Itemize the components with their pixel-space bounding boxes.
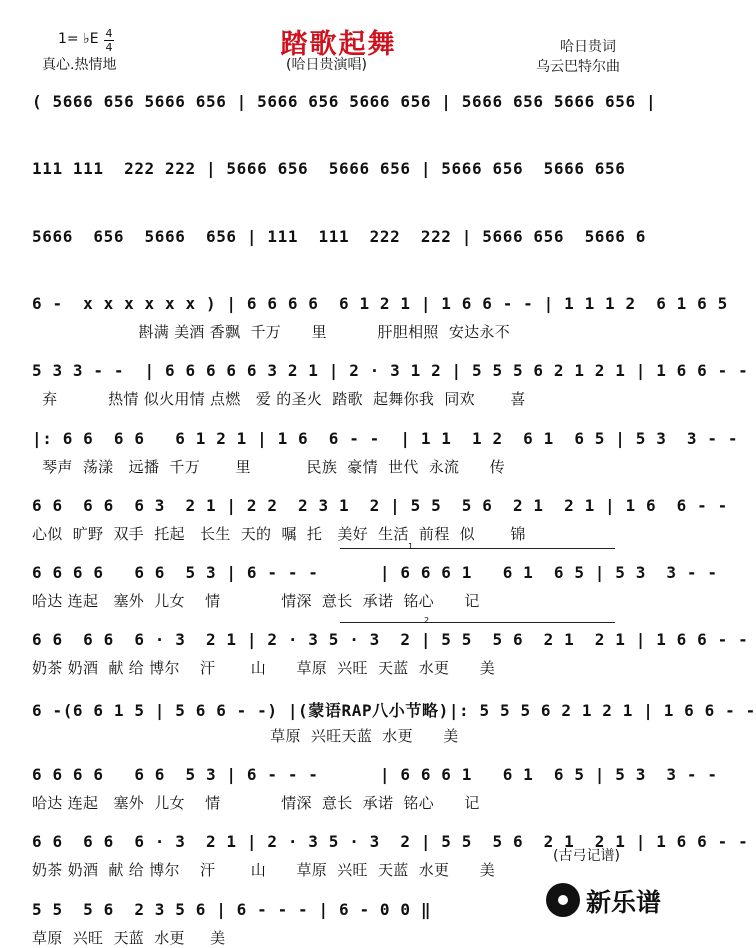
music-disc-icon xyxy=(546,883,580,917)
volta-label-1: 1 xyxy=(408,542,414,551)
notation-line: 6 6 6 6 6 6 5 3 | 6 - - - | 6 6 6 1 6 1 6 5 | 5 3 3 - - xyxy=(32,765,718,784)
lyrics-line: 草原 兴旺 天蓝 水更 美 xyxy=(32,928,226,947)
lyrics-line: 奶茶 奶酒 献 给 博尔 汗 山 草原 兴旺 天蓝 水更 美 xyxy=(32,861,496,880)
time-signature-bottom: 4 xyxy=(105,41,113,54)
lyrics-line: 奶茶 奶酒 献 给 博尔 汗 山 草原 兴旺 天蓝 水更 美 xyxy=(32,659,496,678)
notation-line: 6 -(6 6 1 5 | 5 6 6 - -) |(蒙语RAP八小节略)|: 5 5 5 6 2 1 2 1 | 1 6 6 - - xyxy=(32,700,756,720)
lyrics-line: 心似 旷野 双手 托起 长生 天的 嘱 托 美好 生活 前程 似 锦 xyxy=(32,524,526,543)
notation-line: 5666 656 5666 656 | 111 111 222 222 | 5666 656 5666 6 xyxy=(32,226,646,246)
lyrics-line: 斟满 美酒 香飘 千万 里 肝胆相照 安达永不 xyxy=(32,322,511,341)
lyrics-line: 哈达 连起 塞外 儿女 情 情深 意长 承诺 铭心 记 xyxy=(32,592,480,611)
notation-line: 5 5 5 6 2 3 5 6 | 6 - - - | 6 - 0 0 ‖ xyxy=(32,899,432,919)
lyrics-line: 草原 兴旺天蓝 水更 美 xyxy=(32,726,459,745)
lyricist-credit: 哈日贵词 xyxy=(560,39,616,55)
volta-bracket-2 xyxy=(340,622,615,623)
composer-credit: 乌云巴特尔曲 xyxy=(536,59,620,75)
logo-text: 新乐谱 xyxy=(586,888,662,917)
song-title: 踏歌起舞 xyxy=(280,29,397,60)
notation-line: 6 - x x x x x x ) | 6 6 6 6 6 1 2 1 | 1 6 6 - - | 1 1 1 2 6 1 6 5 xyxy=(32,293,728,313)
notation-line: 111 111 222 222 | 5666 656 5666 656 | 5666 656 5666 656 xyxy=(32,159,626,179)
volta-bracket-1 xyxy=(340,548,615,549)
notation-line: 6 6 6 6 6 3 2 1 | 2 2 2 3 1 2 | 5 5 5 6 2 1 2 1 | 1 6 6 - - xyxy=(32,495,728,515)
time-signature-top: 4 xyxy=(105,27,113,40)
key-signature: 1= ♭E xyxy=(58,31,99,47)
transcriber-credit: (古弓记谱) xyxy=(553,848,620,864)
notation-line: 6 6 6 6 6 6 5 3 | 6 - - - | 6 6 6 1 6 1 6 5 | 5 3 3 - - xyxy=(32,563,718,583)
lyrics-line: 琴声 荡漾 远播 千万 里 民族 豪情 世代 永流 传 xyxy=(32,457,506,476)
singer-credit: (哈日贵演唱) xyxy=(286,57,367,73)
notation-line: |: 6 6 6 6 6 1 2 1 | 1 6 6 - - | 1 1 1 2 6 1 6 5 | 5 3 3 - - xyxy=(32,428,739,448)
lyrics-line: 哈达 连起 塞外 儿女 情 情深 意长 承诺 铭心 记 xyxy=(32,794,480,812)
lyrics-line: 弃 热情 似火用情 点燃 爱 的圣火 踏歌 起舞你我 同欢 喜 xyxy=(32,390,526,409)
notation-line: 6 6 6 6 6 · 3 2 1 | 2 · 3 5 · 3 2 | 5 5 5 6 2 1 2 1 | 1 6 6 - - xyxy=(32,832,749,852)
notation-line: 6 6 6 6 6 · 3 2 1 | 2 · 3 5 · 3 2 | 5 5 5 6 2 1 2 1 | 1 6 6 - - xyxy=(32,630,749,650)
site-logo[interactable] xyxy=(546,881,671,919)
time-signature xyxy=(104,28,114,53)
volta-label-2: 2 xyxy=(424,616,430,625)
notation-line: ( 5666 656 5666 656 | 5666 656 5666 656 | 5666 656 5666 656 | xyxy=(32,92,657,111)
notation-line: 5 3 3 - - | 6 6 6 6 6 3 2 1 | 2 · 3 1 2 | 5 5 5 6 2 1 2 1 | 1 6 6 - - xyxy=(32,361,749,381)
tempo-marking: 真心.热情地 xyxy=(42,57,117,73)
